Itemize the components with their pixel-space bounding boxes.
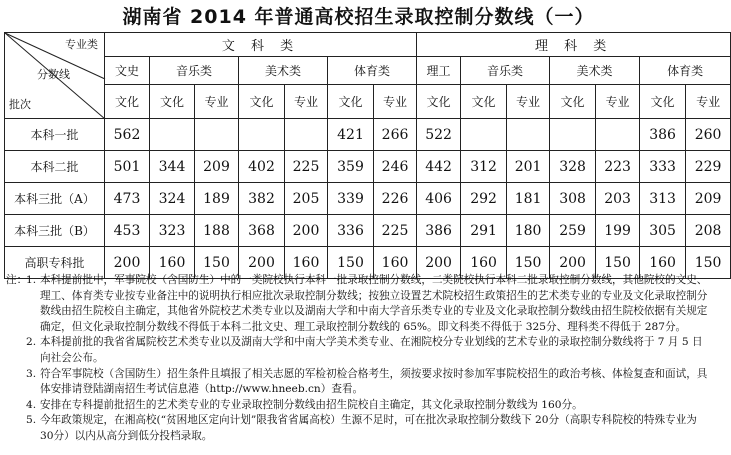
note-text: 安排在专科提前批招生的艺术类专业的专业录取控制分数线由招生院校自主确定，其文化录取控制分数线为 160分。 <box>40 398 583 411</box>
score-cell: 150 <box>328 247 374 279</box>
sub-header-art: 美术类 <box>239 57 328 85</box>
score-cell <box>150 119 195 151</box>
sub-header-art-science: 美术类 <box>550 57 640 85</box>
col-header-culture: 文化 <box>417 85 461 119</box>
note-number: 2. <box>26 336 37 349</box>
score-cell: 291 <box>461 215 507 247</box>
score-cell: 200 <box>239 247 285 279</box>
wenke-group-header: 文 科 类 <box>105 33 417 57</box>
score-cell: 180 <box>507 215 550 247</box>
table-row <box>5 215 731 247</box>
batch-label: 本科一批 <box>5 119 105 151</box>
batch-label: 本科二批 <box>5 151 105 183</box>
score-cell: 150 <box>507 247 550 279</box>
score-cell <box>239 119 285 151</box>
note-number: 1. <box>26 274 37 286</box>
notes-section <box>6 273 712 445</box>
note-text: 本科提前批中，军事院校（含国防生）中的一类院校执行本科一批录取控制分数线，二类院校执行本科二批录取控制分数线，其他院校的文史、理工、体育类专业按专业备注中的说明执行相应批次录取控制分数线；按独立设置艺术院校招生政策招生的艺术类专业的专业及文化录取控制分数线由招生院校自主确定，其他省外院校艺术类专业以及湖南大学和中南大学音乐类专业的专业及文化录取控制分数线由招生院校依据有关规定确定，但文化录取控制分数线不得低于本科二批文史、理工录取控制分数线的 65%。即文科类不得低于 325分、理科类不得低于 287分。 <box>40 274 708 333</box>
score-cell: 312 <box>461 151 507 183</box>
score-cell: 333 <box>640 151 686 183</box>
note-prefix <box>6 413 26 444</box>
score-cell: 386 <box>417 215 461 247</box>
note-item <box>6 413 712 444</box>
score-cell: 201 <box>507 151 550 183</box>
col-header-culture: 文化 <box>461 85 507 119</box>
score-cell <box>550 119 596 151</box>
col-header-culture: 文化 <box>640 85 686 119</box>
sub-header-wenshi: 文史 <box>105 57 150 85</box>
score-cell <box>596 119 640 151</box>
score-cell: 160 <box>374 247 417 279</box>
score-cell: 203 <box>596 183 640 215</box>
note-text: 本科提前批的我省省属院校艺术类专业以及湖南大学和中南大学美术类专业、在湘院校分专业划线的艺术专业的录取控制分数线将于 7 月 5 日向社会公布。 <box>40 336 703 364</box>
score-cell: 344 <box>150 151 195 183</box>
score-cell: 208 <box>686 215 731 247</box>
score-cell: 225 <box>374 215 417 247</box>
score-cell: 323 <box>150 215 195 247</box>
score-cell: 339 <box>328 183 374 215</box>
score-cell: 200 <box>285 215 328 247</box>
score-cell: 453 <box>105 215 150 247</box>
score-cell: 308 <box>550 183 596 215</box>
score-cell: 189 <box>195 183 239 215</box>
score-cell: 442 <box>417 151 461 183</box>
score-cell <box>461 119 507 151</box>
header-row-1 <box>5 33 731 57</box>
table-row <box>5 151 731 183</box>
score-cell: 522 <box>417 119 461 151</box>
score-cell: 229 <box>686 151 731 183</box>
col-header-major: 专业 <box>374 85 417 119</box>
score-cell: 402 <box>239 151 285 183</box>
score-cell: 200 <box>417 247 461 279</box>
score-cell: 328 <box>550 151 596 183</box>
sub-header-sports-science: 体育类 <box>640 57 731 85</box>
score-cell: 421 <box>328 119 374 151</box>
note-item <box>6 335 712 366</box>
batch-label: 本科三批（B） <box>5 215 105 247</box>
sub-header-music: 音乐类 <box>150 57 239 85</box>
score-cell: 209 <box>195 151 239 183</box>
score-cell: 406 <box>417 183 461 215</box>
col-header-culture: 文化 <box>239 85 285 119</box>
score-cell <box>285 119 328 151</box>
col-header-major: 专业 <box>596 85 640 119</box>
score-cell: 305 <box>640 215 686 247</box>
batch-label: 高职专科批 <box>5 247 105 279</box>
note-prefix <box>6 398 26 414</box>
note-prefix: 注： <box>6 274 28 286</box>
page-title: 湖南省 2014 年普通高校招生录取控制分数线（一） <box>122 6 595 28</box>
score-cell: 160 <box>640 247 686 279</box>
score-cell: 562 <box>105 119 150 151</box>
col-header-major: 专业 <box>686 85 731 119</box>
note-text: 符合军事院校（含国防生）招生条件且填报了相关志愿的军检初检合格考生，须按要求按时参加军事院校招生的政治考核、体检复查和面试，具体安排请登陆湖南招生考试信息港（http://www.hneeb.cn）查看。 <box>40 367 708 396</box>
col-header-culture: 文化 <box>150 85 195 119</box>
score-cell: 181 <box>507 183 550 215</box>
sub-header-music-science: 音乐类 <box>461 57 550 85</box>
score-cell <box>195 119 239 151</box>
score-cell: 209 <box>686 183 731 215</box>
note-text: 今年政策规定，在湘高校(“贫困地区定向计划”限我省省属高校）生源不足时，可在批次录取控制分数线下 20分（高职专科院校的特殊专业为 30分）以内从高分到低分投档录取。 <box>40 414 697 442</box>
score-cell: 150 <box>596 247 640 279</box>
score-cell: 223 <box>596 151 640 183</box>
table-row <box>5 183 731 215</box>
score-cell: 205 <box>285 183 328 215</box>
score-cell: 313 <box>640 183 686 215</box>
sub-header-sports: 体育类 <box>328 57 417 85</box>
note-item <box>6 367 712 398</box>
score-cell: 266 <box>374 119 417 151</box>
score-cell: 160 <box>461 247 507 279</box>
col-header-culture: 文化 <box>105 85 150 119</box>
score-cell: 150 <box>686 247 731 279</box>
score-cell: 368 <box>239 215 285 247</box>
col-header-culture: 文化 <box>328 85 374 119</box>
score-cell: 501 <box>105 151 150 183</box>
corner-label-score: 分数线 <box>37 68 70 81</box>
score-cell: 199 <box>596 215 640 247</box>
table-row <box>5 119 731 151</box>
score-cell: 386 <box>640 119 686 151</box>
batch-label: 本科三批（A） <box>5 183 105 215</box>
header-row-2 <box>5 57 731 85</box>
score-table <box>4 32 731 279</box>
note-prefix <box>6 335 26 366</box>
score-cell: 160 <box>150 247 195 279</box>
col-header-major: 专业 <box>195 85 239 119</box>
corner-label-batch: 批次 <box>9 98 31 111</box>
score-cell: 292 <box>461 183 507 215</box>
score-cell <box>507 119 550 151</box>
sub-header-ligong: 理工 <box>417 57 461 85</box>
note-number: 3. <box>26 367 37 380</box>
like-group-header: 理 科 类 <box>417 33 731 57</box>
score-cell: 259 <box>550 215 596 247</box>
score-cell: 200 <box>105 247 150 279</box>
score-cell: 150 <box>195 247 239 279</box>
note-prefix <box>6 367 26 398</box>
score-cell: 246 <box>374 151 417 183</box>
corner-label-major: 专业类 <box>65 38 98 51</box>
col-header-major: 专业 <box>507 85 550 119</box>
note-item <box>6 273 712 335</box>
score-cell: 336 <box>328 215 374 247</box>
score-cell: 188 <box>195 215 239 247</box>
score-cell: 160 <box>285 247 328 279</box>
score-cell: 260 <box>686 119 731 151</box>
col-header-culture: 文化 <box>550 85 596 119</box>
note-number: 5. <box>26 414 37 427</box>
header-corner-cell <box>5 33 105 119</box>
note-number: 4. <box>26 398 37 411</box>
score-cell: 225 <box>285 151 328 183</box>
score-cell: 382 <box>239 183 285 215</box>
col-header-major: 专业 <box>285 85 328 119</box>
note-item <box>6 398 712 414</box>
score-cell: 473 <box>105 183 150 215</box>
score-cell: 200 <box>550 247 596 279</box>
score-cell: 359 <box>328 151 374 183</box>
score-cell: 226 <box>374 183 417 215</box>
header-row-3 <box>5 85 731 119</box>
score-cell: 324 <box>150 183 195 215</box>
